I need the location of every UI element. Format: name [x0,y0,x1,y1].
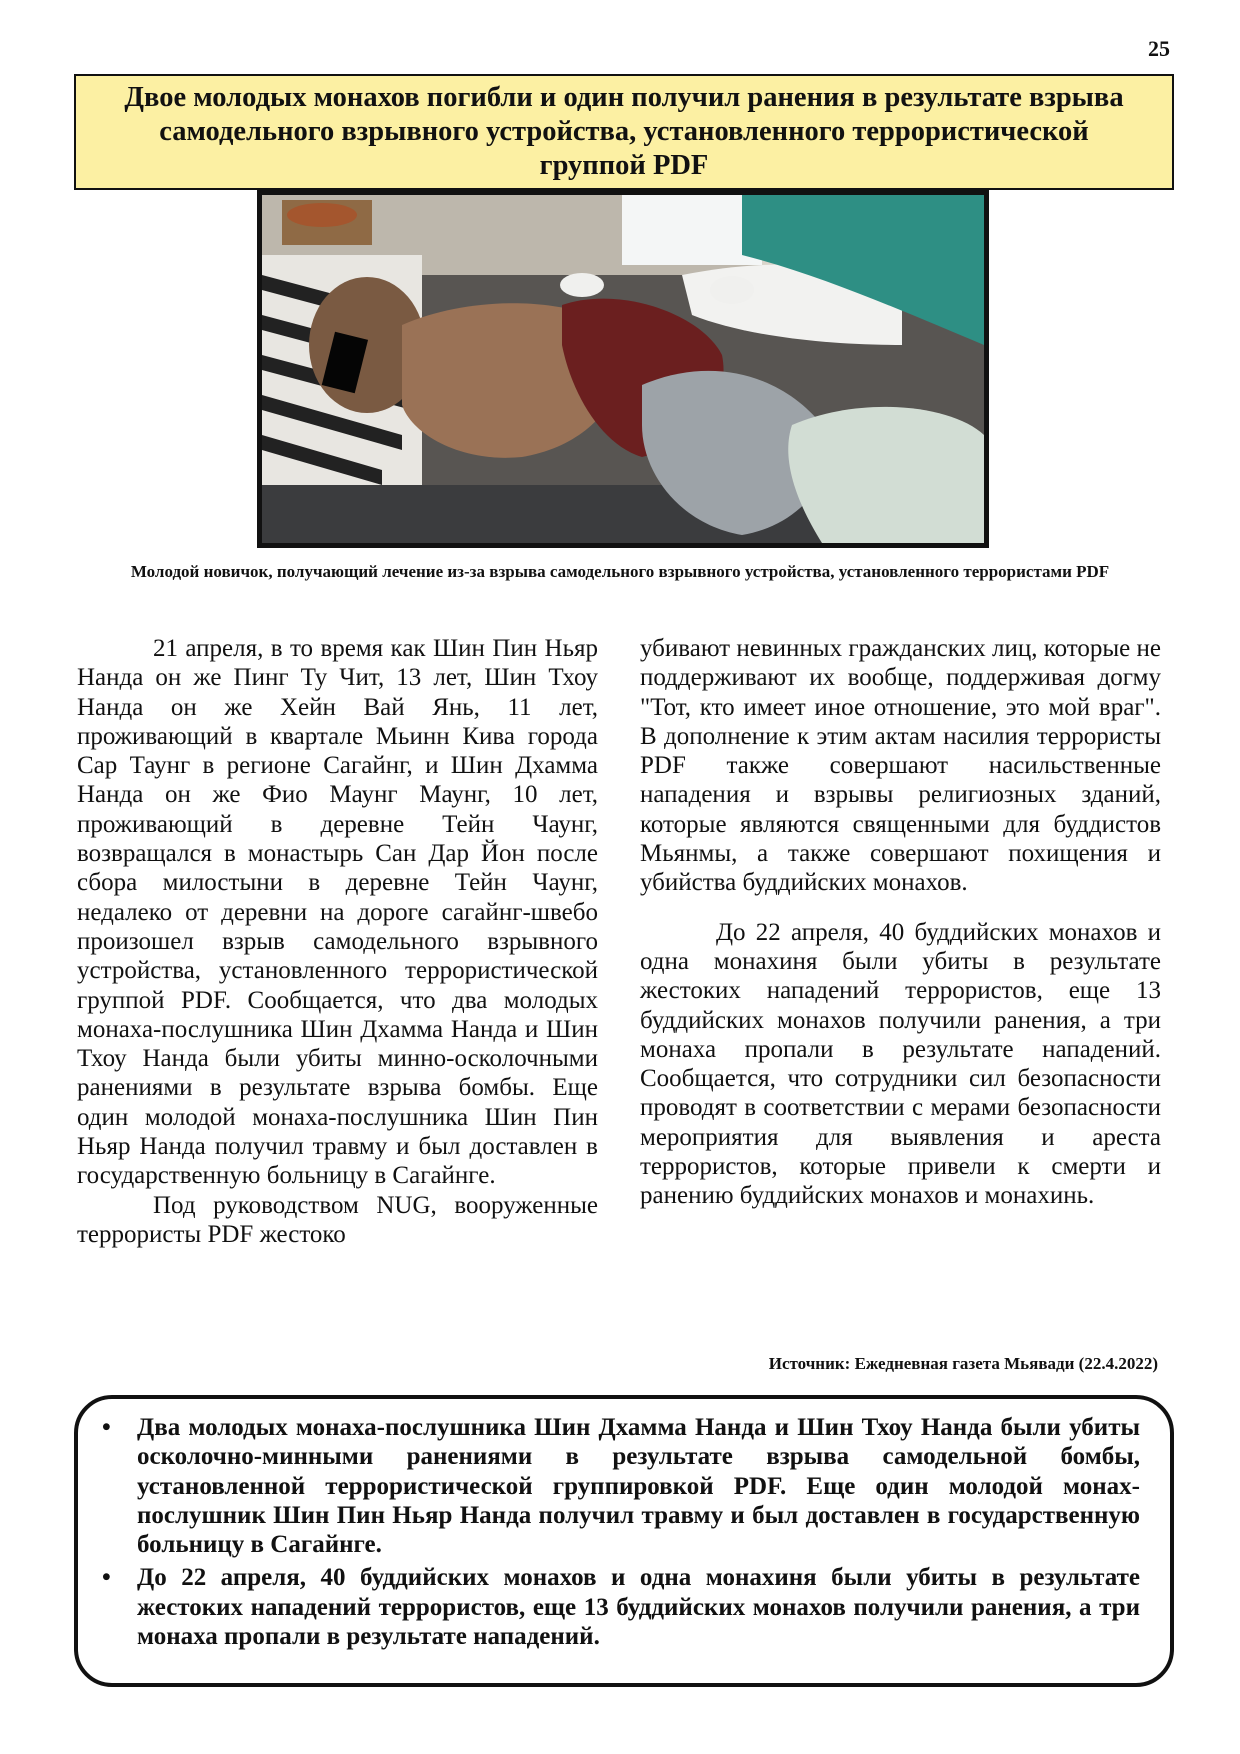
headline-box [74,74,1174,190]
source-attribution: Источник: Ежедневная газета Мьявади (22.4.2022) [768,1354,1158,1373]
summary-item [102,1563,1140,1651]
photo-caption: Молодой новичок, получающий лечение из-за взрыва самодельного взрывного устройства, установленного террористами PDF [130,562,1110,581]
news-photo [257,190,989,548]
summary-list [102,1413,1140,1651]
summary-item-text: Два молодых монаха-послушника Шин Дхамма Нанда и Шин Тхоу Нанда были убиты осколочно-минными ранениями в результате взрыва самодельной бомбы, установленной террористической группировкой PDF. Еще один молодой монах-послушник Шин Пин Ньяр Нанда получил травму и был доставлен в государственную больницу в Сагайнге. [137,1414,1140,1559]
article-paragraph: Под руководством NUG, вооруженные террористы PDF жестоко [77,1191,598,1248]
article-column-left [77,634,598,1249]
page-number: 25 [1148,36,1170,61]
summary-box [74,1395,1174,1687]
article-paragraph: До 22 апреля, 40 буддийских монахов и одна монахиня были убиты в результате жестоких нападений террористов, еще 13 буддийских монахов получили ранения, а три монаха пропали в результате нападений. Сообщается, что сотрудники сил безопасности проводят в соответствии с мерами безопасности мероприятия для выявления и ареста террористов, которые привели к смерти и ранению буддийских монахов и монахинь. [640,918,1161,1210]
bullet-icon: • [102,1564,111,1592]
headline: Двое молодых монахов погибли и один получил ранения в результате взрыва самодельного взрывного устройства, установленного террористической группой PDF [124,82,1124,181]
article-column-right [640,634,1161,1211]
bullet-icon: • [102,1414,111,1441]
summary-item [102,1413,1140,1559]
summary-item-text: До 22 апреля, 40 буддийских монахов и одна монахиня были убиты в результате жестоких нападений террористов, еще 13 буддийских монахов получили ранения, а три монаха пропали в результате нападений. [137,1564,1140,1651]
hospital-treatment-image [262,195,984,543]
article-paragraph: 21 апреля, в то время как Шин Пин Ньяр Нанда он же Пинг Ту Чит, 13 лет, Шин Тхоу Нанда он же Хейн Вай Янь, 11 лет, проживающий в квартале Мьинн Кива города Сар Таунг в регионе Сагайнг, и Шин Дхамма Нанда он же Фио Маунг Маунг, 10 лет, проживающий в деревне Тейн Чаунг, возвращался в монастырь Сан Дар Йон после сбора милостыни в деревне Тейн Чаунг, недалеко от деревни на дороге сагайнг-швебо произошел взрыв самодельного взрывного устройства, установленного террористической группой PDF. Сообщается, что два молодых монаха-послушника Шин Дхамма Нанда и Шин Тхоу Нанда были убиты минно-осколочными ранениями в результате взрыва бомбы. Еще один молодой монаха-послушника Шин Пин Ньяр Нанда получил травму и был доставлен в государственную больницу в Сагайнге. [77,635,598,1190]
article-paragraph: убивают невинных гражданских лиц, которые не поддерживают их вообще, поддерживая догму "Тот, кто имеет иное отношение, это мой враг". В дополнение к этим актам насилия террористы PDF также совершают насильственные нападения и взрывы религиозных зданий, которые являются священными для буддистов Мьянмы, а также совершают похищения и убийства буддийских монахов. [640,635,1162,897]
